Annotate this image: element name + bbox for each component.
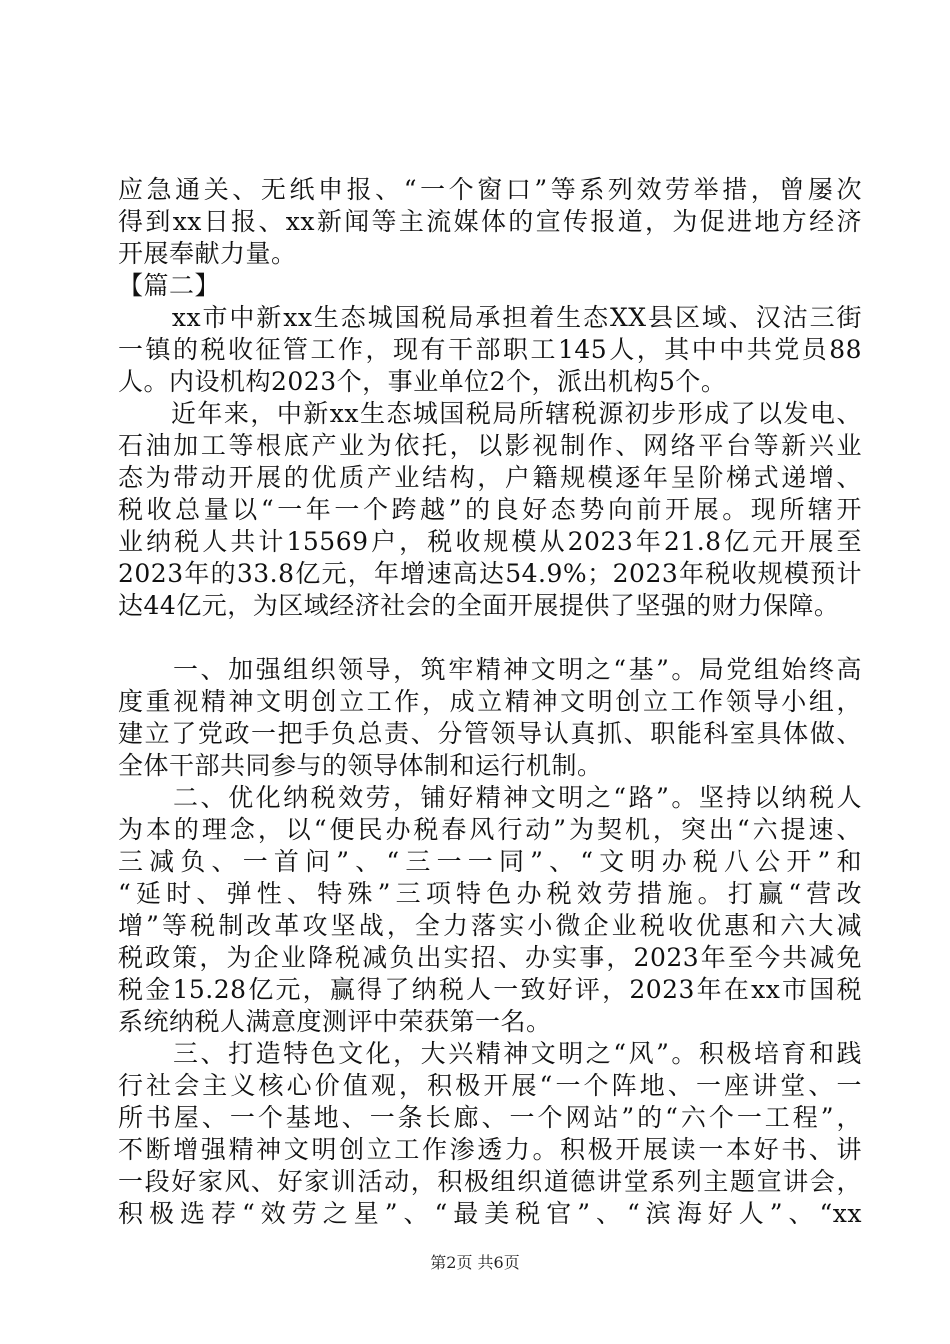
text-line: 得到xx日报、xx新闻等主流媒体的宣传报道，为促进地方经济 [118,207,862,236]
paragraph-gap [118,622,862,654]
text-line: 近年来，中新xx生态城国税局所辖税源初步形成了以发电、 [118,399,862,428]
text-line: 2023年的33.8亿元，年增速高达54.9%；2023年税收规模预计 [118,559,862,588]
text-line: “延时、弹性、特殊”三项特色办税效劳措施。打赢“营改 [118,879,862,908]
text-line: 三、打造特色文化，大兴精神文明之“风”。积极培育和践 [118,1039,862,1068]
text-line: 开展奉献力量。 [118,239,297,268]
text-line: 三减负、一首问”、“三一一同”、“文明办税八公开”和 [118,847,862,876]
text-line: 税政策，为企业降税减负出实招、办实事，2023年至今共减免 [118,943,862,972]
text-line: 业纳税人共计15569户，税收规模从2023年21.8亿元开展至 [118,527,862,556]
text-line: 应急通关、无纸申报、“一个窗口”等系列效劳举措，曾屡次 [118,175,862,204]
text-line: 全体干部共同参与的领导体制和运行机制。 [118,751,603,780]
text-line: 二、优化纳税效劳，铺好精神文明之“路”。坚持以纳税人 [118,783,862,812]
text-line: 达44亿元，为区域经济社会的全面开展提供了坚强的财力保障。 [118,591,840,620]
page-footer: 第2页 共6页 [430,1253,520,1272]
text-line: 建立了党政一把手负总责、分管领导认真抓、职能科室具体做、 [118,719,862,748]
text-line: 为本的理念，以“便民办税春风行动”为契机，突出“六提速、 [118,815,862,844]
text-line: 态为带动开展的优质产业结构，户籍规模逐年呈阶梯式递增、 [118,463,862,492]
text-line: 积极选荐“效劳之星”、“最美税官”、“滨海好人”、“xx [118,1199,862,1228]
text-line: 石油加工等根底产业为依托，以影视制作、网络平台等新兴业 [118,431,862,460]
document-body [118,174,862,1230]
text-line: 所书屋、一个基地、一条长廊、一个网站”的“六个一工程”， [118,1103,862,1132]
text-line: 系统纳税人满意度测评中荣获第一名。 [118,1007,552,1036]
text-line: 不断增强精神文明创立工作渗透力。积极开展读一本好书、讲 [118,1135,862,1164]
text-line: xx市中新xx生态城国税局承担着生态XX县区域、汉沽三街 [118,303,862,332]
text-line: 度重视精神文明创立工作，成立精神文明创立工作领导小组， [118,687,862,716]
text-line: 一段好家风、好家训活动，积极组织道德讲堂系列主题宣讲会， [118,1167,862,1196]
text-line: 增”等税制改革攻坚战，全力落实小微企业税收优惠和六大减 [118,911,862,940]
text-line: 人。内设机构2023个，事业单位2个，派出机构5个。 [118,367,727,396]
text-line: 税金15.28亿元，赢得了纳税人一致好评，2023年在xx市国税 [118,975,862,1004]
text-line: 行社会主义核心价值观，积极开展“一个阵地、一座讲堂、一 [118,1071,862,1100]
text-line: 【篇二】 [118,271,221,300]
text-line: 一、加强组织领导，筑牢精神文明之“基”。局党组始终高 [118,655,862,684]
text-line: 税收总量以“一年一个跨越”的良好态势向前开展。现所辖开 [118,495,862,524]
text-line: 一镇的税收征管工作，现有干部职工145人，其中中共党员88 [118,335,862,364]
